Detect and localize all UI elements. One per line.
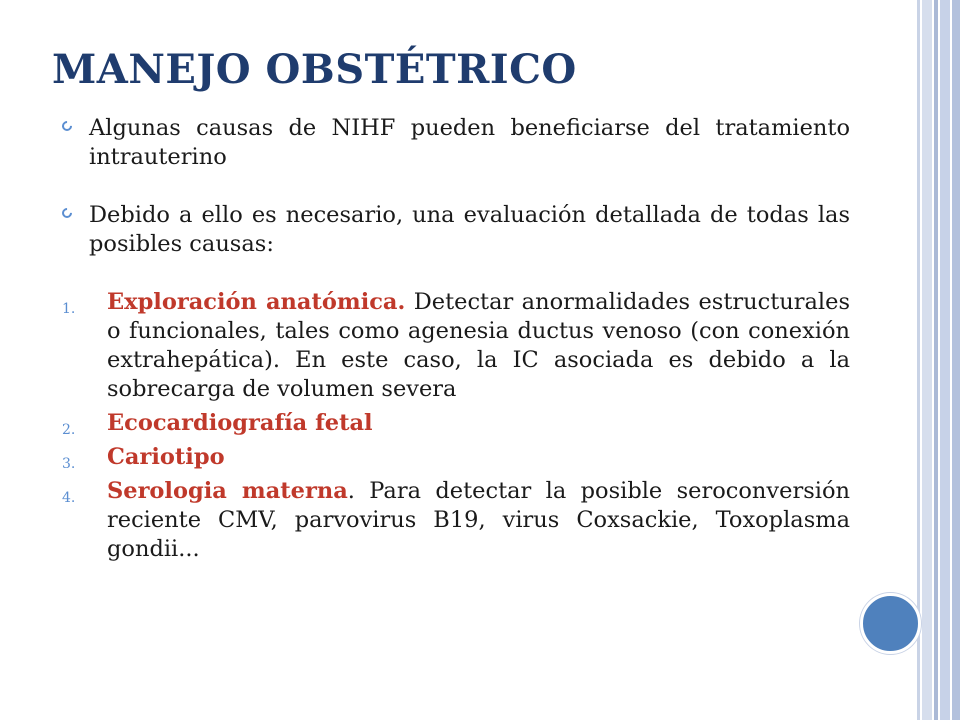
bullet-item	[62, 201, 850, 259]
slide-content	[62, 114, 850, 564]
numbered-item	[62, 409, 850, 438]
bullet-item	[62, 114, 850, 172]
slide-title: MANEJO OBSTÉTRICO	[52, 46, 577, 93]
item-number: 4.	[62, 490, 76, 506]
decorative-bar	[934, 0, 938, 720]
item-highlight: Ecocardiografía fetal	[107, 410, 373, 436]
item-text: Detectar anormalidades estructurales o funcionales, tales como agenesia ductus venoso (con conexión extrahepática). En este caso, la IC asociada es debido a la sobrecarga de volumen severa	[107, 289, 850, 402]
numbered-item	[62, 288, 850, 404]
item-highlight: Serologia materna	[107, 478, 348, 504]
bullet-icon	[60, 119, 74, 133]
bullet-icon	[60, 206, 74, 220]
item-highlight: Cariotipo	[107, 444, 225, 470]
bullet-text: Debido a ello es necesario, una evaluación detallada de todas las posibles causas:	[89, 202, 850, 257]
bullet-text: Algunas causas de NIHF pueden beneficiarse del tratamiento intrauterino	[89, 115, 850, 170]
decorative-bar	[952, 0, 960, 720]
decorative-bar	[940, 0, 950, 720]
numbered-item	[62, 477, 850, 564]
item-text: . Para detectar la posible seroconversión reciente CMV, parvovirus B19, virus Coxsackie, Toxoplasma gondii...	[107, 478, 850, 562]
numbered-item	[62, 443, 850, 472]
item-number: 3.	[62, 456, 76, 472]
decorative-circle	[860, 593, 921, 654]
item-number: 1.	[62, 301, 76, 317]
item-number: 2.	[62, 422, 76, 438]
item-highlight: Exploración anatómica.	[107, 289, 406, 315]
decorative-bar	[922, 0, 932, 720]
